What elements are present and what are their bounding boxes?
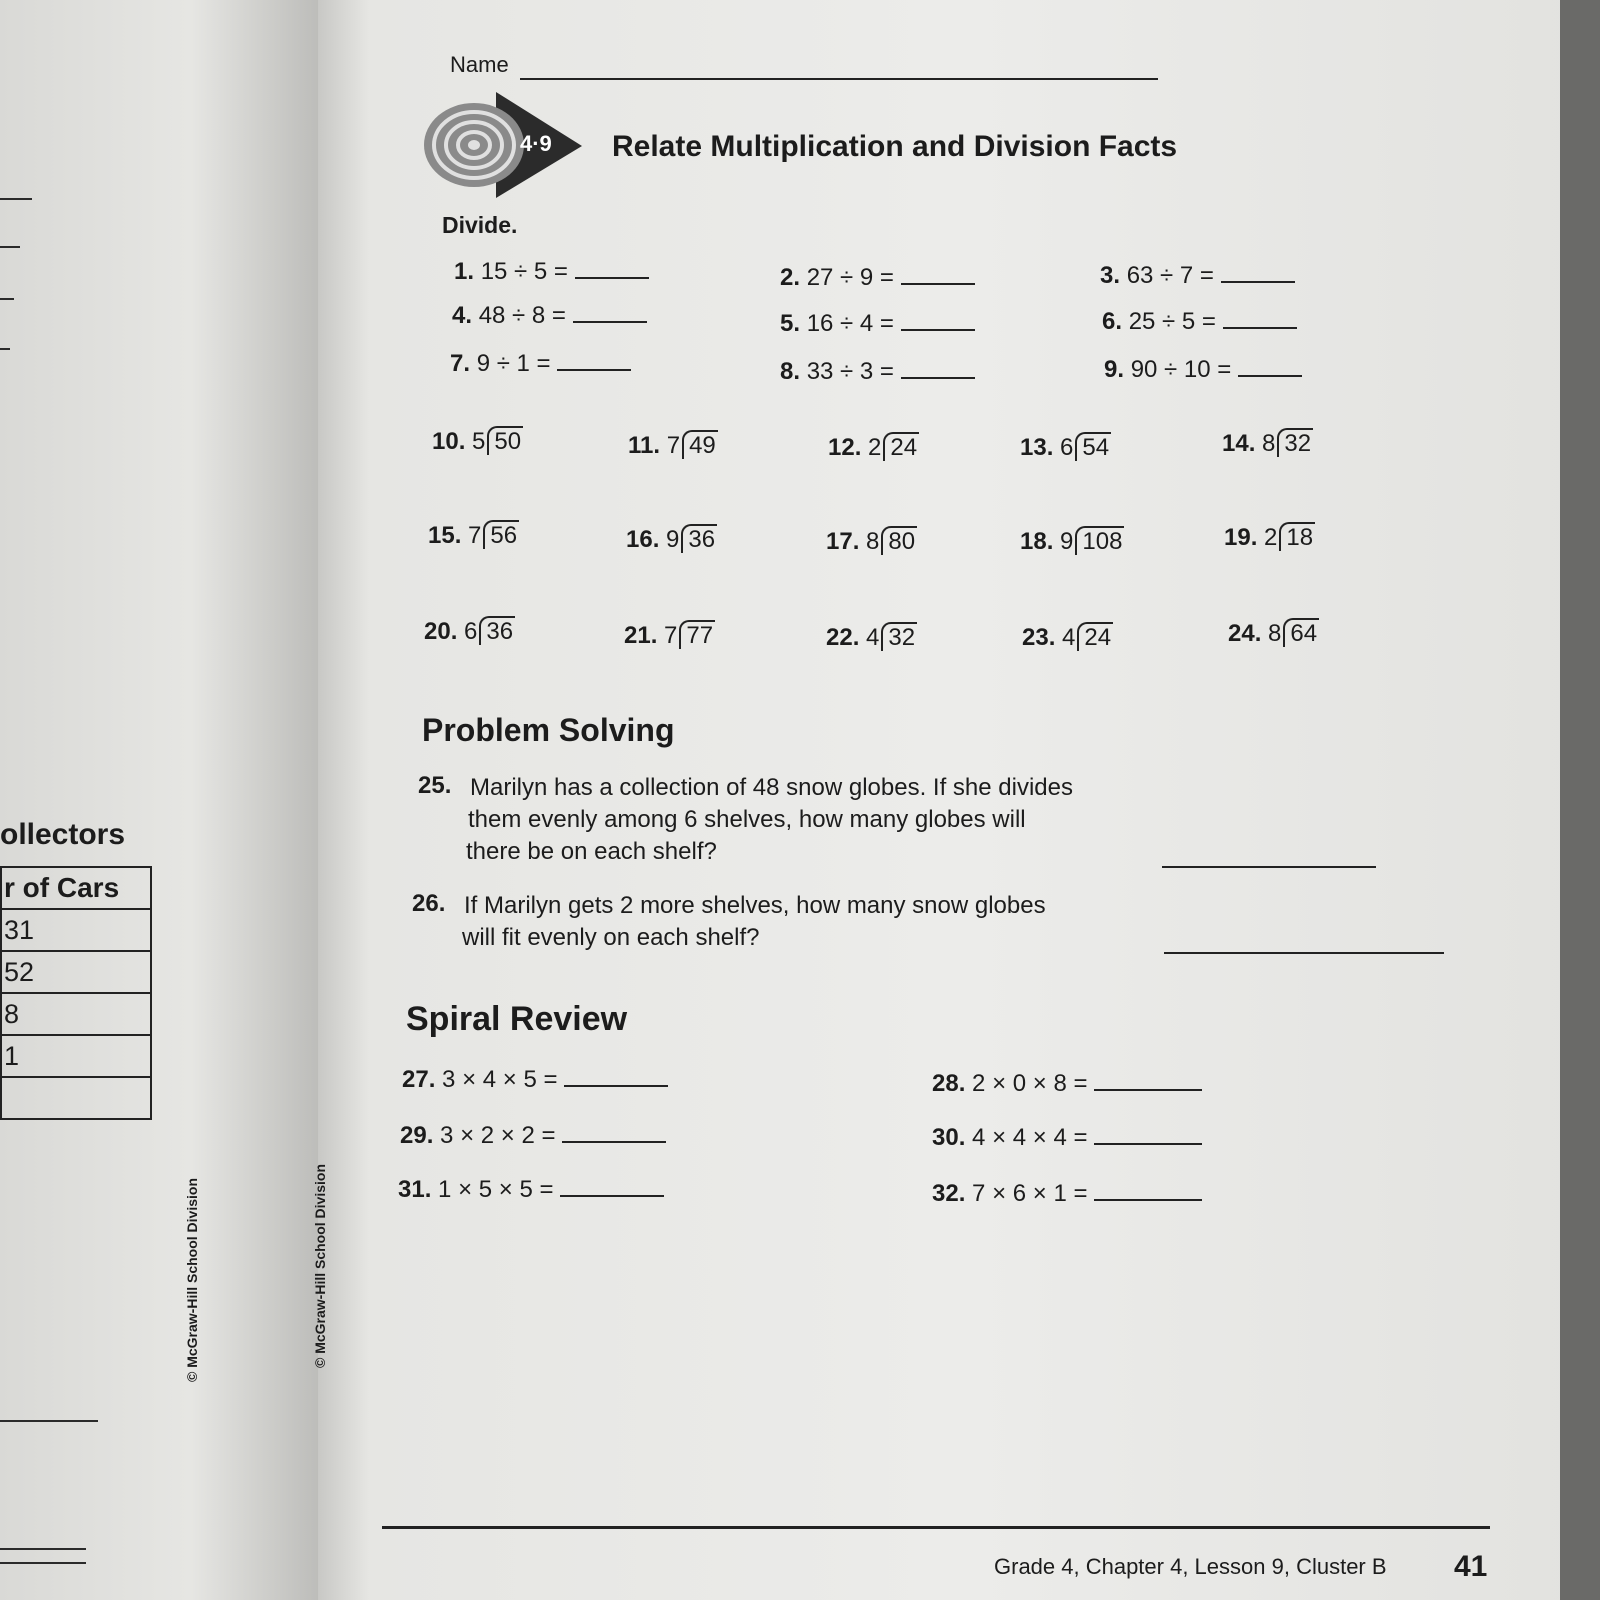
long-division-item: 22. 4 32 — [826, 624, 916, 651]
spiral-problem: 32. 7 × 6 × 1 = — [932, 1180, 1202, 1208]
word-problem-line: Marilyn has a collection of 48 snow globes. If she divides — [470, 774, 1073, 801]
word-problem-number: 25. — [418, 772, 452, 799]
answer-line-stub — [0, 348, 10, 350]
long-division-item: 23. 4 24 — [1022, 624, 1112, 651]
table-header: r of Cars — [1, 867, 151, 909]
spiral-problem: 31. 1 × 5 × 5 = — [398, 1176, 664, 1204]
table-cell: 8 — [1, 993, 151, 1035]
table-cell: 1 — [1, 1035, 151, 1077]
copyright-credit: © McGraw-Hill School Division — [312, 1163, 328, 1368]
collectors-title: ollectors — [0, 818, 126, 851]
name-field[interactable] — [520, 78, 1158, 80]
long-division-item: 15. 7 56 — [428, 522, 518, 549]
page-title: Relate Multiplication and Division Facts — [612, 130, 1178, 163]
table-cell: 31 — [1, 909, 151, 951]
long-division-item: 24. 8 64 — [1228, 620, 1318, 647]
spiral-problem: 27. 3 × 4 × 5 = — [402, 1066, 668, 1094]
spiral-problem: 29. 3 × 2 × 2 = — [400, 1122, 666, 1150]
answer-line-stub — [0, 1562, 86, 1564]
answer-line-stub — [0, 1420, 98, 1422]
name-label: Name — [450, 52, 509, 77]
problem-item: 3. 63 ÷ 7 = — [1100, 262, 1295, 290]
long-division-item: 16. 9 36 — [626, 526, 716, 553]
problem-item: 6. 25 ÷ 5 = — [1102, 308, 1297, 336]
answer-line-stub — [0, 198, 32, 200]
problem-item: 1. 15 ÷ 5 = — [454, 258, 649, 286]
long-division-item: 14. 8 32 — [1222, 430, 1312, 457]
answer-line-stub — [0, 1548, 86, 1550]
long-division-item: 19. 2 18 — [1224, 524, 1314, 551]
problem-item: 4. 48 ÷ 8 = — [452, 302, 647, 330]
footer-rule — [382, 1526, 1490, 1529]
answer-line-stub — [0, 298, 14, 300]
long-division-item: 21. 7 77 — [624, 622, 714, 649]
section-divide: Divide. — [442, 212, 518, 238]
answer-line[interactable] — [1162, 866, 1376, 868]
page-number: 41 — [1454, 1550, 1488, 1583]
answer-line[interactable] — [1164, 952, 1444, 954]
footer-text: Grade 4, Chapter 4, Lesson 9, Cluster B — [994, 1554, 1387, 1579]
long-division-item: 13. 6 54 — [1020, 434, 1110, 461]
problem-item: 2. 27 ÷ 9 = — [780, 264, 975, 292]
long-division-item: 20. 6 36 — [424, 618, 514, 645]
page-edge — [1560, 0, 1600, 1600]
table-cell — [1, 1077, 151, 1119]
lesson-number: 4·9 — [520, 131, 552, 156]
word-problem-line: there be on each shelf? — [466, 838, 717, 865]
spiral-problem: 30. 4 × 4 × 4 = — [932, 1124, 1202, 1152]
long-division-item: 11. 7 49 — [628, 432, 716, 459]
table-cell: 52 — [1, 951, 151, 993]
word-problem-line: them evenly among 6 shelves, how many globes will — [468, 806, 1026, 833]
spiral-problem: 28. 2 × 0 × 8 = — [932, 1070, 1202, 1098]
word-problem-line: If Marilyn gets 2 more shelves, how many snow globes — [464, 892, 1046, 919]
word-problem-number: 26. — [412, 890, 446, 917]
cars-table — [0, 866, 152, 1120]
problem-item: 5. 16 ÷ 4 = — [780, 310, 975, 338]
long-division-item: 18. 9 108 — [1020, 528, 1123, 555]
lesson-badge-icon — [422, 92, 582, 198]
left-facing-page — [0, 0, 318, 1600]
problem-item: 8. 33 ÷ 3 = — [780, 358, 975, 386]
long-division-item: 12. 2 24 — [828, 434, 918, 461]
problem-solving-title: Problem Solving — [422, 712, 675, 748]
copyright-credit: © McGraw-Hill School Division — [184, 1177, 200, 1382]
spiral-review-title: Spiral Review — [406, 1000, 628, 1038]
word-problem-line: will fit evenly on each shelf? — [462, 924, 760, 951]
problem-item: 9. 90 ÷ 10 = — [1104, 356, 1302, 384]
answer-line-stub — [0, 246, 20, 248]
problem-item: 7. 9 ÷ 1 = — [450, 350, 631, 378]
long-division-item: 17. 8 80 — [826, 528, 916, 555]
long-division-item: 10. 5 50 — [432, 428, 522, 455]
